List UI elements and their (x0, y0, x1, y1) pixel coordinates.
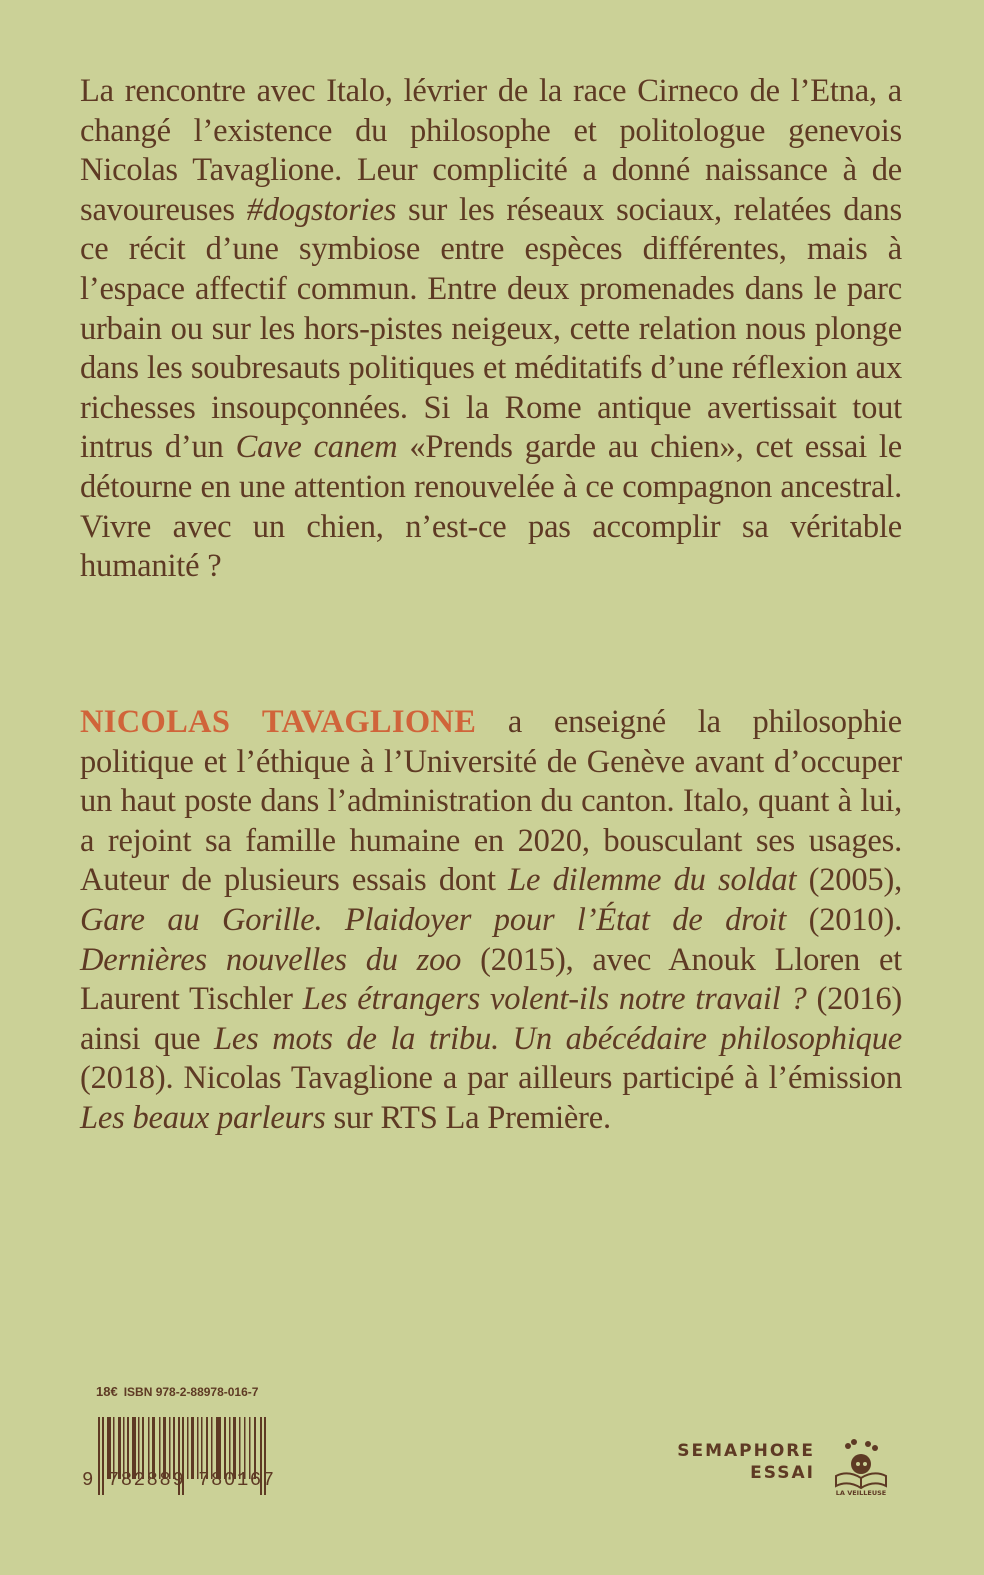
author-bio (80, 703, 902, 1139)
back-cover-blurb (80, 72, 902, 587)
blurb-text: La rencontre avec Italo, lévrier de la race Cirneco de l’Etna, a changé l’existence du philosophe et politologue genevois Nicolas Tavaglione. Leur complicité a donné naissance à de savoureuses (80, 73, 902, 228)
la-veilleuse-logo-icon (830, 1432, 892, 1492)
isbn: ISBN 978-2-88978-016-7 (123, 1385, 259, 1399)
blurb-text: «Prends garde au chien», cet essai le détourne en une attention renouvelée à ce compagnon ancestral. Vivre avec un chien, n’est-ce pas accomplir sa véritable humanité ? (80, 429, 902, 585)
barcode-digits: 9 782889 780167 (82, 1469, 276, 1491)
bio-text: (2018). Nicolas Tavaglione a par ailleurs participé à l’émission (80, 1060, 902, 1097)
book-title: Le dilemme du soldat (508, 862, 797, 899)
collection-name: ESSAI (750, 1463, 815, 1483)
hashtag-dogstories: #dogstories (246, 191, 397, 228)
author-name: NICOLAS TAVAGLIONE (80, 704, 477, 740)
bio-text: (2016) ainsi que (80, 981, 902, 1057)
latin-phrase: Cave canem (235, 429, 398, 466)
book-title: Dernières nouvelles du zoo (80, 941, 462, 978)
logo-label: LA VEILLEUSE (835, 1489, 887, 1497)
book-title: Les mots de la tribu. Un abécédaire philosophique (214, 1020, 902, 1057)
bio-text: (2010). (786, 901, 902, 938)
price: 18€ (96, 1384, 118, 1399)
bio-text: sur RTS La Première. (325, 1099, 611, 1136)
bio-text: (2015), avec Anouk Lloren et Laurent Tischler (80, 941, 902, 1018)
publisher-name: SEMAPHORE (677, 1441, 815, 1461)
bio-text: a enseigné la philosophie politique et l’éthique à l’Université de Genève avant d’occuper un haut poste dans l’administration du canton. Italo, quant à lui, a rejoint sa famille humaine en 2020, bousculant ses usages. Auteur de plusieurs essais dont (80, 704, 903, 899)
price-isbn-line (96, 1384, 258, 1399)
blurb-text: sur les réseaux sociaux, relatées dans ce récit d’une symbiose entre espèces différentes, mais à l’espace affectif commun. Entre deux promenades dans le parc urbain ou sur les hors-pistes neigeux, cette relation nous plonge dans les soubresauts politiques et méditatifs d’une réflexion aux richesses insoupçonnées. Si la Rome antique avertissait tout intrus d’un (80, 191, 902, 466)
bio-text: (2005), (796, 862, 902, 899)
show-title: Les beaux parleurs (80, 1099, 326, 1136)
book-title: Gare au Gorille. Plaidoyer pour l’État de droit (80, 901, 787, 938)
book-title: Les étrangers volent-ils notre travail ? (302, 981, 807, 1018)
publisher-imprint (660, 1440, 815, 1484)
